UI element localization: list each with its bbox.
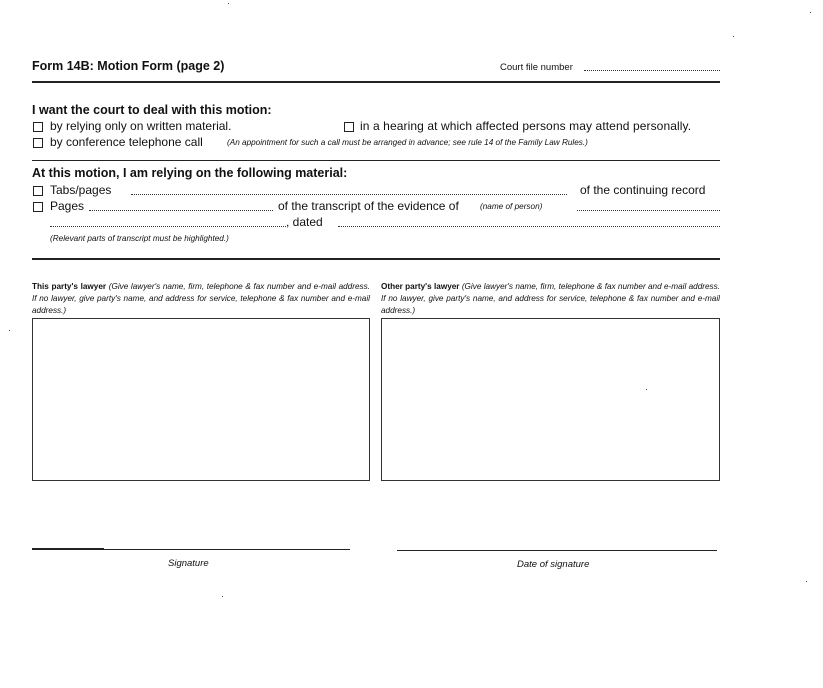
scan-speck	[222, 596, 223, 597]
pages-field[interactable]	[89, 210, 273, 211]
this-party-lawyer-caption	[32, 281, 370, 317]
pages-checkbox[interactable]	[33, 202, 43, 212]
scan-speck	[733, 36, 734, 37]
tabs-pages-checkbox[interactable]	[33, 186, 43, 196]
pages-label: Pages	[50, 199, 85, 213]
form-title: Form 14B: Motion Form (page 2)	[32, 59, 225, 73]
court-file-number-label: Court file number	[500, 62, 573, 73]
deal-section-heading: I want the court to deal with this motion:	[32, 103, 272, 117]
tabs-pages-label: Tabs/pages	[50, 183, 112, 197]
signature-label: Signature	[168, 558, 209, 569]
telephone-call-label: by conference telephone call	[50, 135, 203, 149]
material-section-heading: At this motion, I am relying on the following material:	[32, 166, 348, 180]
name-of-person-field[interactable]	[577, 210, 720, 211]
date-of-signature-line[interactable]	[397, 550, 717, 551]
highlight-note: (Relevant parts of transcript must be highlighted.)	[50, 234, 229, 243]
tabs-pages-field[interactable]	[131, 194, 567, 195]
hearing-label: in a hearing at which affected persons may attend personally.	[360, 119, 692, 133]
dated-label: , dated	[286, 215, 323, 229]
this-party-lawyer-box[interactable]	[32, 318, 370, 481]
written-material-checkbox[interactable]	[33, 122, 43, 132]
scan-speck	[646, 389, 647, 390]
this-party-lawyer-label: This party's lawyer	[32, 282, 107, 291]
signature-line-heavy	[32, 548, 104, 550]
dated-field[interactable]	[338, 226, 720, 227]
this-party-lawyer-instructions: (Give lawyer's name, firm, telephone & fax number and e-mail address. If no lawyer, give party's name, and address for service, telephone & fax number and e-mail address.)	[32, 282, 370, 315]
scan-speck	[9, 330, 10, 331]
scan-speck	[806, 581, 807, 582]
header-divider	[32, 81, 720, 83]
other-party-lawyer-box[interactable]	[381, 318, 720, 481]
section-divider-1	[32, 160, 720, 161]
continuing-record-label: of the continuing record	[580, 183, 706, 197]
scan-speck	[810, 12, 811, 13]
telephone-call-note: (An appointment for such a call must be arranged in advance; see rule 14 of the Family Law Rules.)	[227, 138, 588, 147]
section-divider-2	[32, 258, 720, 260]
transcript-person-continued-field[interactable]	[50, 226, 286, 227]
telephone-call-checkbox[interactable]	[33, 138, 43, 148]
other-party-lawyer-instructions: (Give lawyer's name, firm, telephone & fax number and e-mail address. If no lawyer, give party's name, and address for service, telephone & fax number and e-mail address.)	[381, 282, 720, 315]
court-file-number-field[interactable]	[584, 70, 720, 71]
written-material-label: by relying only on written material.	[50, 119, 232, 133]
hearing-checkbox[interactable]	[344, 122, 354, 132]
other-party-lawyer-caption	[381, 281, 720, 317]
other-party-lawyer-label: Other party's lawyer	[381, 282, 460, 291]
transcript-label: of the transcript of the evidence of	[278, 199, 459, 213]
name-of-person-hint: (name of person)	[480, 202, 543, 211]
scan-speck	[228, 3, 229, 4]
date-of-signature-label: Date of signature	[517, 559, 590, 570]
